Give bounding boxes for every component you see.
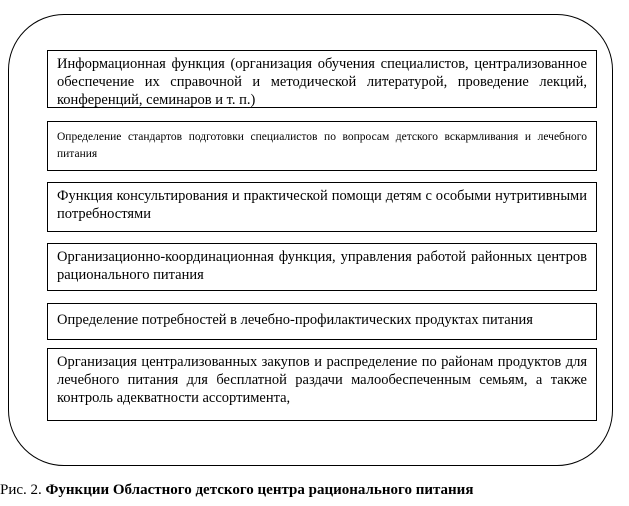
function-box-coordination bbox=[47, 243, 597, 291]
figure-caption bbox=[0, 482, 473, 499]
function-box-text: Определение потребностей в лечебно-профилактических продуктах питания bbox=[57, 312, 533, 328]
function-box-informational bbox=[47, 50, 597, 108]
function-box-text: Определение стандартов подготовки специалистов по вопросам детского вскармливания и лечебного питания bbox=[57, 131, 587, 160]
function-box-text: Организация централизованных закупов и распределение по районам продуктов для лечебного питания для бесплатной раздачи малообеспеченным семьям, а также контроль адекватности ассортимента, bbox=[57, 354, 587, 406]
caption-title: Функции Областного детского центра рационального питания bbox=[45, 482, 474, 498]
function-box-text: Информационная функция (организация обучения специалистов, централизованное обеспечение их справочной и методической литературой, проведение лекций, конференций, семинаров и т. п.) bbox=[57, 56, 587, 108]
function-box-standards bbox=[47, 121, 597, 171]
caption-prefix: Рис. 2. bbox=[0, 482, 46, 498]
function-box-text: Функция консультирования и практической помощи детям с особыми нутритивными потребностями bbox=[57, 188, 587, 222]
function-box-text: Организационно-координационная функция, управления работой районных центров рационального питания bbox=[57, 249, 587, 283]
function-box-procurement bbox=[47, 348, 597, 421]
function-box-needs bbox=[47, 303, 597, 340]
function-box-consulting bbox=[47, 182, 597, 232]
